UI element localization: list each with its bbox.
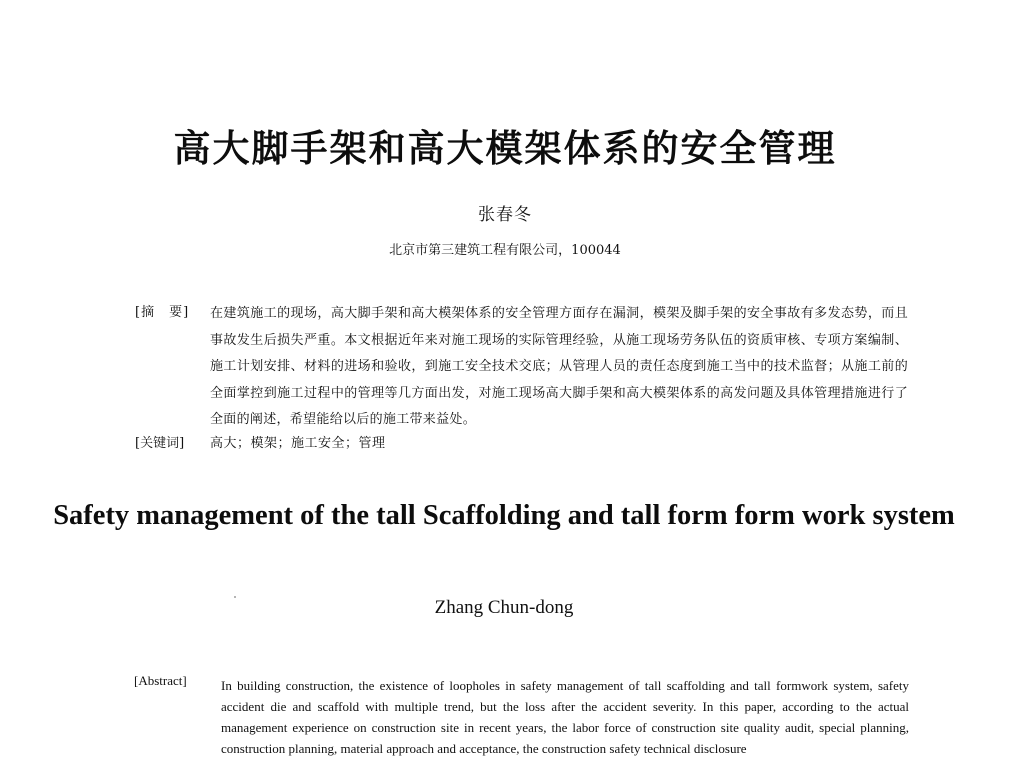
english-abstract-text: In building construction, the existence of loopholes in safety management of tall scaffolding and tall formwork system, safety accident die and scaffold with multiple trend, but the loss after the accident severity. In this paper, according to the actual management experience on construction site in recent years, the labor force of construction site quality audit, special planning, construction planning, material approach and acceptance, the construction safety technical disclosure [221,678,909,756]
chinese-author: 张春冬 [478,205,532,225]
chinese-keywords-text: 高大；模架；施工安全；管理 [210,436,386,451]
english-title: Safety management of the tall Scaffolding and tall form form work system [53,500,955,531]
chinese-affiliation: 北京市第三建筑工程有限公司，100044 [389,243,621,258]
chinese-keywords-label: [关键词] [135,436,185,451]
english-author: Zhang Chun-dong [434,597,574,618]
english-abstract-label: [Abstract] [134,673,187,688]
chinese-abstract-text: 在建筑施工的现场，高大脚手架和高大模架体系的安全管理方面存在漏洞，模架及脚手架的安全事故有多发态势，而且事故发生后损失严重。本文根据近年来对施工现场的实际管理经验，从施工现场劳务队伍的资质审核、专项方案编制、施工计划安排、材料的进场和验收，到施工安全技术交底；从管理人员的责任态度到施工当中的技术监督；从施工前的全面掌控到施工过程中的管理等几方面出发，对施工现场高大脚手架和高大模架体系的高发问题及具体管理措施进行了全面的阐述，希望能给以后的施工带来益处。 [210,306,908,427]
chinese-abstract-label: [摘 要] [135,305,190,320]
chinese-title: 高大脚手架和高大模架体系的安全管理 [173,126,837,170]
